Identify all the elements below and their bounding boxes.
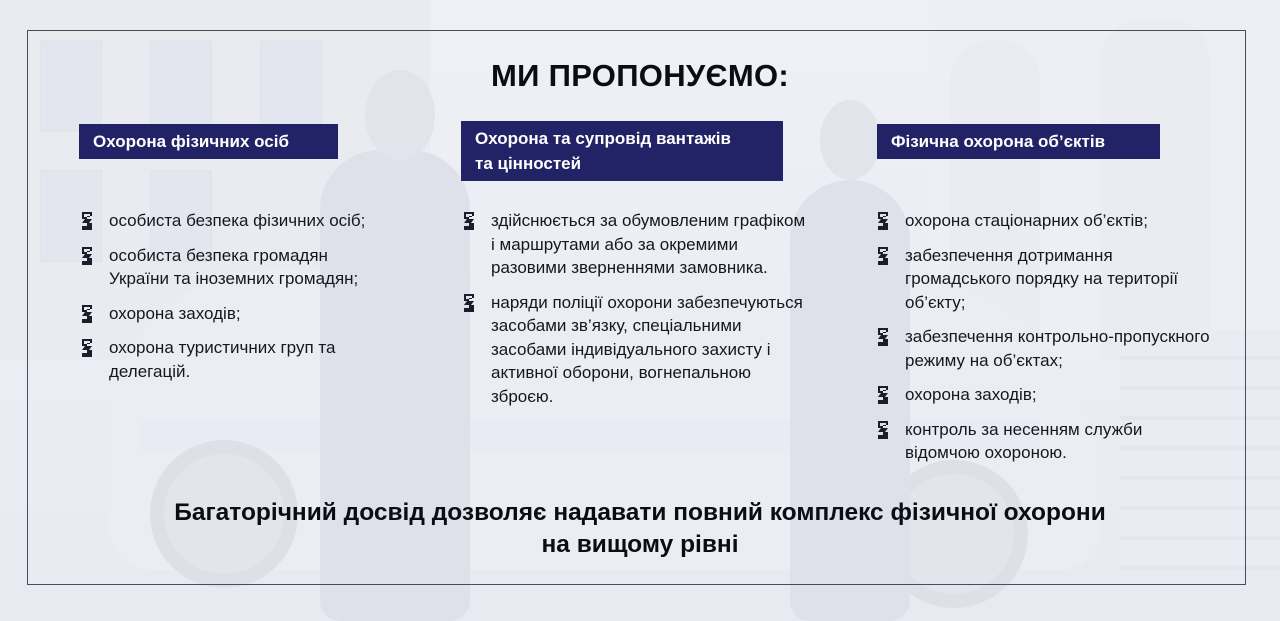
column-3-header bbox=[877, 124, 1160, 159]
police-shield-mark-icon bbox=[875, 210, 891, 232]
police-shield-mark-icon bbox=[79, 245, 95, 267]
police-shield-mark-icon bbox=[875, 245, 891, 267]
column-1-header-line: Охорона фізичних осіб bbox=[93, 132, 289, 151]
list-item: особиста безпека фізичних осіб; bbox=[79, 209, 379, 233]
police-shield-mark-icon bbox=[79, 210, 95, 232]
police-shield-mark-icon bbox=[461, 210, 477, 232]
footer-tagline bbox=[0, 497, 1280, 561]
column-2-header-line-2: та цінностей bbox=[475, 154, 582, 173]
column-3-header-line: Фізична охорона об’єктів bbox=[891, 132, 1106, 151]
list-item: особиста безпека громадян України та іноземних громадян; bbox=[79, 244, 379, 291]
police-shield-mark-icon bbox=[875, 384, 891, 406]
page-title: МИ ПРОПОНУЄМО: bbox=[491, 58, 789, 93]
footer-line-1: Багаторічний досвід дозволяє надавати повний комплекс фізичної охорони bbox=[174, 499, 1106, 526]
column-1-header bbox=[79, 124, 338, 159]
list-item: забезпечення контрольно-пропускного режиму на об’єктах; bbox=[875, 325, 1220, 372]
list-item: наряди поліції охорони забезпечуються засобами зв’язку, спеціальними засобами індивідуального захисту і активної оборони, вогнепальною зброєю. bbox=[461, 291, 806, 409]
column-2-header-line-1: Охорона та супровід вантажів bbox=[475, 129, 731, 148]
list-item: контроль за несенням служби відомчою охороною. bbox=[875, 418, 1220, 465]
column-2-list bbox=[461, 209, 806, 419]
column-1-list bbox=[79, 209, 379, 394]
police-shield-mark-icon bbox=[79, 337, 95, 359]
list-item: охорона туристичних груп та делегацій. bbox=[79, 336, 379, 383]
footer-line-2: на вищому рівні bbox=[541, 531, 739, 558]
police-shield-mark-icon bbox=[79, 303, 95, 325]
list-item: забезпечення дотримання громадського порядку на території об’єкту; bbox=[875, 244, 1220, 315]
column-2-header bbox=[461, 121, 783, 181]
police-shield-mark-icon bbox=[875, 326, 891, 348]
list-item: охорона заходів; bbox=[79, 302, 379, 326]
list-item: охорона стаціонарних об’єктів; bbox=[875, 209, 1220, 233]
police-shield-mark-icon bbox=[461, 292, 477, 314]
column-3-list bbox=[875, 209, 1220, 476]
list-item: здійснюється за обумовленим графіком і маршрутами або за окремими разовими зверненнями замовника. bbox=[461, 209, 806, 280]
list-item: охорона заходів; bbox=[875, 383, 1220, 407]
police-shield-mark-icon bbox=[875, 419, 891, 441]
